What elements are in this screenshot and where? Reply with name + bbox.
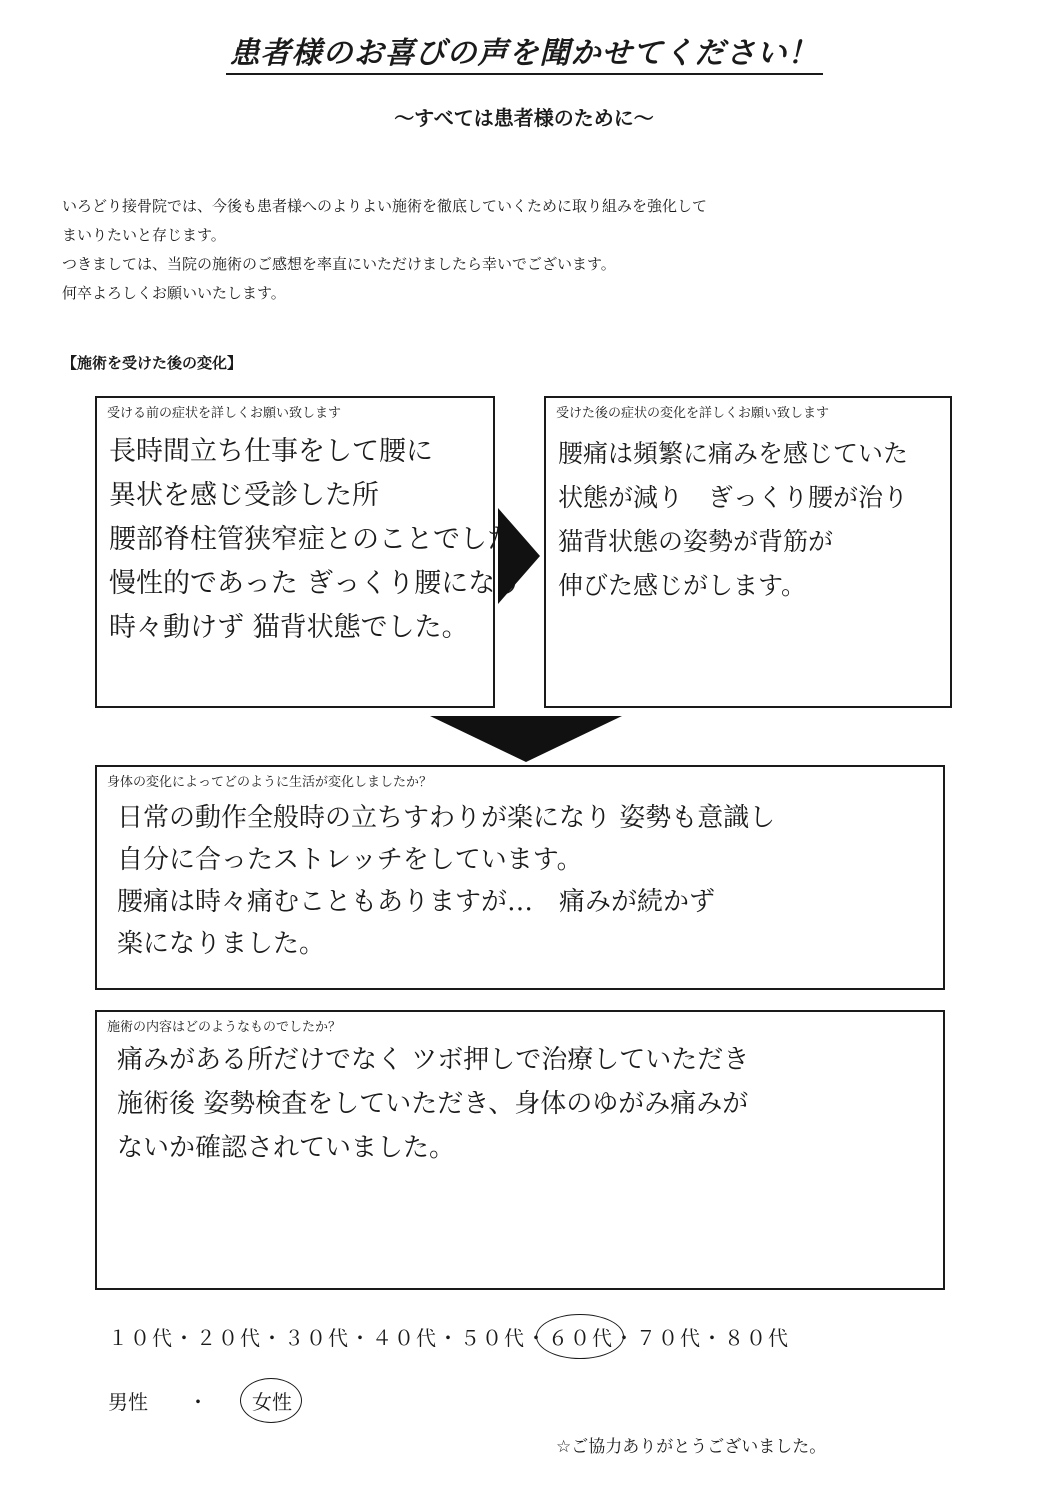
separator: ・	[262, 1326, 284, 1350]
handwritten-line: 状態が減り ぎっくり腰が治り	[558, 483, 909, 512]
page-subtitle: 〜すべては患者様のために〜	[394, 106, 654, 130]
handwritten-line: 長時間立ち仕事をして腰に	[109, 436, 433, 467]
handwritten-line: 自分に合ったストレッチをしています。	[117, 845, 583, 875]
page-title: 患者様のお喜びの声を聞かせてください！	[0, 28, 1048, 72]
gender-option-female-selected[interactable]: 女性	[252, 1386, 292, 1415]
intro-line: 何卒よろしくお願いいたします。	[62, 284, 286, 302]
age-option-40s[interactable]: ４０代	[372, 1326, 438, 1350]
handwritten-line: 腰痛は時々痛むこともありますが… 痛みが続かず	[117, 887, 716, 917]
handwritten-line: 腰痛は頻繁に痛みを感じていた	[558, 439, 909, 468]
separator: ・	[188, 1390, 208, 1414]
handwritten-line: 腰部脊柱管狭窄症とのことでした	[109, 524, 514, 555]
intro-line: いろどり接骨院では、今後も患者様へのよりよい施術を徹底していくために取り組みを強化して	[62, 197, 708, 215]
handwritten-line: 異状を感じ受診した所	[109, 480, 379, 511]
handwritten-line: 慢性的であった ぎっくり腰になり	[109, 568, 523, 599]
separator: ・	[174, 1326, 196, 1350]
separator: ・	[702, 1326, 724, 1350]
handwritten-line: 伸びた感じがします。	[558, 571, 807, 600]
treatment-box	[95, 1010, 945, 1290]
age-option-10s[interactable]: １０代	[108, 1326, 174, 1350]
handwritten-line: 日常の動作全般時の立ちすわりが楽になり 姿勢も意識し	[117, 803, 776, 833]
intro-line: まいりたいと存じます。	[62, 226, 226, 244]
separator: ・	[350, 1326, 372, 1350]
arrow-right-icon	[498, 508, 540, 604]
after-symptoms-handwriting	[558, 432, 908, 608]
before-symptoms-box	[95, 396, 523, 708]
life-change-handwriting	[117, 797, 775, 965]
intro-text	[62, 192, 942, 308]
life-change-label: 身体の変化によってどのように生活が変化しましたか？	[107, 775, 433, 790]
arrow-down-icon	[430, 716, 622, 762]
gender-option-male[interactable]: 男性	[108, 1390, 148, 1414]
separator: ・	[526, 1326, 548, 1350]
age-options	[108, 1322, 790, 1351]
handwritten-line: 施術後 姿勢検査をしていただき、身体のゆがみ痛みが	[117, 1089, 749, 1119]
age-option-50s[interactable]: ５０代	[460, 1326, 526, 1350]
before-symptoms-label: 受ける前の症状を詳しくお願い致します	[107, 406, 342, 421]
handwritten-line: 猫背状態の姿勢が背筋が	[558, 527, 834, 556]
separator: ・	[438, 1326, 460, 1350]
handwritten-line: 痛みがある所だけでなく ツボ押しで治療していただき	[117, 1045, 750, 1075]
separator: ・	[614, 1326, 636, 1350]
intro-line: つきましては、当院の施術のご感想を率直にいただけましたら幸いでございます。	[62, 255, 616, 273]
life-change-box	[95, 765, 945, 990]
handwritten-line: 時々動けず 猫背状態でした。	[109, 612, 469, 643]
after-symptoms-label: 受けた後の症状の変化を詳しくお願い致します	[556, 406, 830, 421]
age-option-30s[interactable]: ３０代	[284, 1326, 350, 1350]
after-symptoms-box	[544, 396, 952, 708]
before-symptoms-handwriting	[109, 430, 522, 650]
age-option-60s-selected[interactable]: ６０代	[548, 1322, 614, 1351]
age-option-70s[interactable]: ７０代	[636, 1326, 702, 1350]
age-option-20s[interactable]: ２０代	[196, 1326, 262, 1350]
gender-options	[108, 1386, 292, 1415]
handwritten-line: ないか確認されていました。	[117, 1133, 456, 1163]
treatment-handwriting	[117, 1038, 749, 1170]
thanks-message: ☆ご協力ありがとうございました。	[556, 1437, 827, 1457]
handwritten-line: 楽になりました。	[117, 929, 326, 959]
treatment-label: 施術の内容はどのようなものでしたか？	[107, 1020, 342, 1035]
section-label: 【施術を受けた後の変化】	[62, 354, 243, 372]
age-option-80s[interactable]: ８０代	[724, 1326, 790, 1350]
